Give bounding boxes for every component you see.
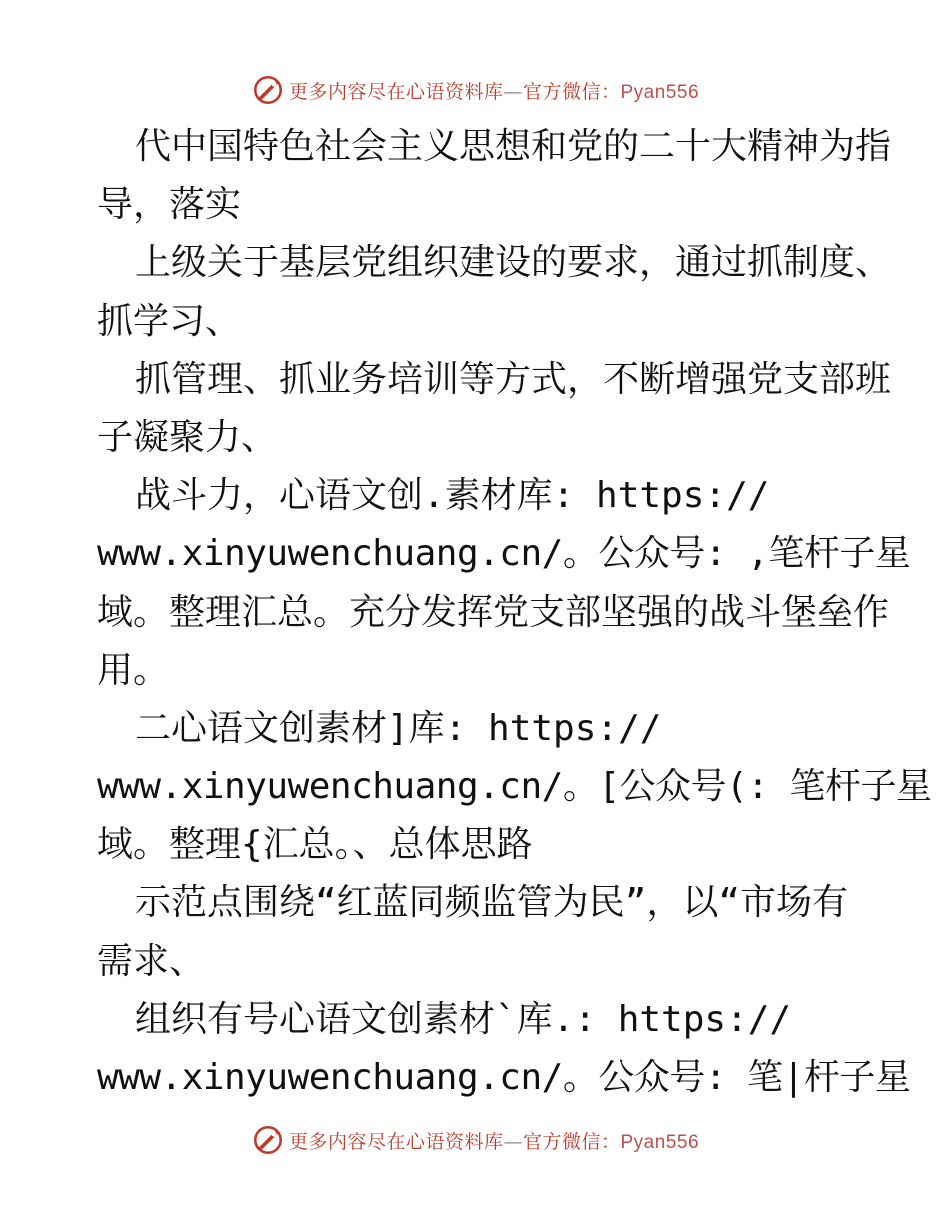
header-banner-official: 官方微信： bbox=[522, 80, 621, 103]
header-banner-wechat-id: Pyan556 bbox=[620, 81, 700, 103]
text-line: 战斗力，心语文创.素材库: https:// bbox=[135, 475, 770, 517]
text-line: 抓学习、 bbox=[97, 300, 242, 342]
text-line: 子凝聚力、 bbox=[97, 416, 278, 458]
footer-banner-wechat-id: Pyan556 bbox=[620, 1131, 700, 1153]
text-line: 需求、 bbox=[97, 940, 206, 982]
footer-banner-text bbox=[289, 1127, 699, 1154]
text-line: 代中国特色社会主义思想和党的二十大精神为指 bbox=[135, 126, 892, 167]
footer-banner-official: 官方微信： bbox=[522, 1130, 621, 1153]
pen-logo-icon bbox=[251, 73, 285, 107]
text-line: 组织有号心语文创素材`库.: https:// bbox=[135, 998, 792, 1040]
footer-banner bbox=[0, 1120, 950, 1160]
header-banner-dash: — bbox=[503, 80, 523, 103]
text-line: www.xinyuwenchuang.cn/。[公众号(: 笔杆子星 bbox=[97, 766, 932, 808]
text-line: 域。整理{汇总。、总体思路 bbox=[97, 824, 533, 866]
text-line: 导，落实 bbox=[97, 184, 242, 226]
body-text bbox=[97, 118, 932, 1107]
text-line: 域。整理汇总。充分发挥党支部坚强的战斗堡垒作 bbox=[97, 591, 890, 633]
pen-logo-icon bbox=[251, 1123, 285, 1157]
text-line: www.xinyuwenchuang.cn/。公众号: 笔|杆子星 bbox=[97, 1057, 911, 1098]
text-line: 抓管理、抓业务培训等方式，不断增强党支部班 bbox=[135, 358, 892, 400]
text-line: 上级关于基层党组织建设的要求，通过抓制度、 bbox=[135, 242, 892, 284]
footer-banner-dash: — bbox=[503, 1130, 523, 1153]
text-line: www.xinyuwenchuang.cn/。公众号: ,笔杆子星 bbox=[97, 533, 911, 575]
text-line: 示范点围绕“红蓝同频监管为民”，以“市场有 bbox=[135, 882, 849, 924]
footer-banner-main: 更多内容尽在心语资料库 bbox=[288, 1130, 504, 1153]
text-line: 用。 bbox=[97, 649, 170, 691]
text-line: 二心语文创素材]库: https:// bbox=[135, 707, 662, 749]
header-banner bbox=[0, 70, 950, 110]
header-banner-text bbox=[289, 77, 699, 104]
header-banner-main: 更多内容尽在心语资料库 bbox=[288, 80, 504, 103]
